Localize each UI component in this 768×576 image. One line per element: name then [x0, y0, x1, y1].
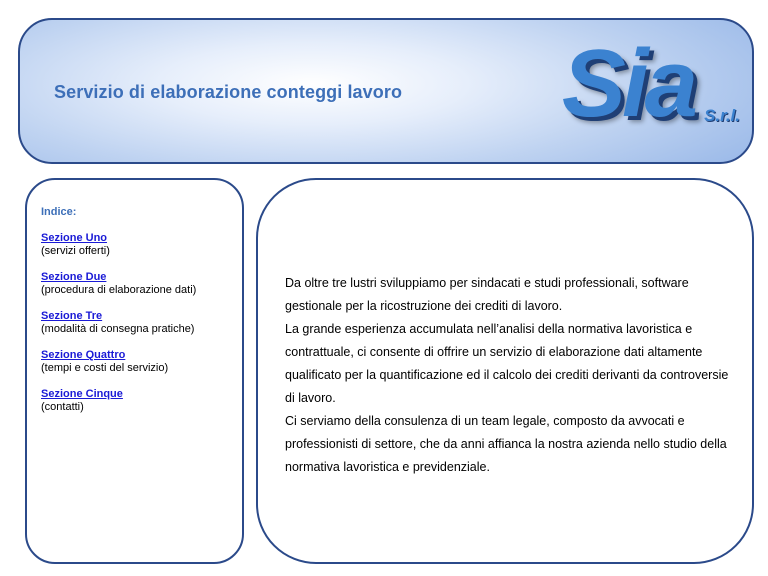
- index-item-quattro: [41, 349, 236, 375]
- logo-text: Sia: [561, 30, 694, 137]
- link-sezione-quattro[interactable]: Sezione Quattro: [41, 349, 126, 361]
- index-list: [41, 232, 236, 427]
- index-sidebar: [25, 178, 244, 564]
- content-paragraph: La grande esperienza accumulata nell’analisi della normativa lavoristica e contrattuale, ci consente di offrire un servizio di elaborazione dati altamente qualificato per la quantificazione ed il calcolo dei crediti derivanti da controversie di lavoro.: [285, 322, 729, 405]
- header-banner: [18, 18, 754, 164]
- index-item-tre: [41, 310, 236, 336]
- index-desc: (procedura di elaborazione dati): [41, 284, 197, 296]
- index-item-due: [41, 271, 236, 297]
- index-item-cinque: [41, 388, 236, 414]
- link-sezione-cinque[interactable]: Sezione Cinque: [41, 388, 123, 400]
- link-sezione-uno[interactable]: Sezione Uno: [41, 232, 108, 244]
- content-paragraph: Ci serviamo della consulenza di un team legale, composto da avvocati e professionisti di settore, che da anni affianca la nostra azienda nello studio della normativa lavoristica e previdenziale.: [285, 414, 727, 474]
- logo-suffix: S.r.l.: [704, 106, 740, 125]
- index-desc: (modalità di consegna pratiche): [41, 323, 195, 335]
- content-panel: [256, 178, 754, 564]
- company-logo: [534, 30, 744, 144]
- link-sezione-due[interactable]: Sezione Due: [41, 271, 107, 283]
- index-desc: (contatti): [41, 401, 84, 413]
- index-desc: (tempi e costi del servizio): [41, 362, 169, 374]
- page-title: Servizio di elaborazione conteggi lavoro: [54, 82, 403, 102]
- index-desc: (servizi offerti): [41, 245, 110, 257]
- content-paragraph: Da oltre tre lustri sviluppiamo per sindacati e studi professionali, software gestionale per la ricostruzione dei crediti di lavoro.: [285, 276, 689, 313]
- link-sezione-tre[interactable]: Sezione Tre: [41, 310, 103, 322]
- index-item-uno: [41, 232, 236, 258]
- index-title: Indice:: [41, 206, 77, 218]
- content-text: [285, 272, 735, 479]
